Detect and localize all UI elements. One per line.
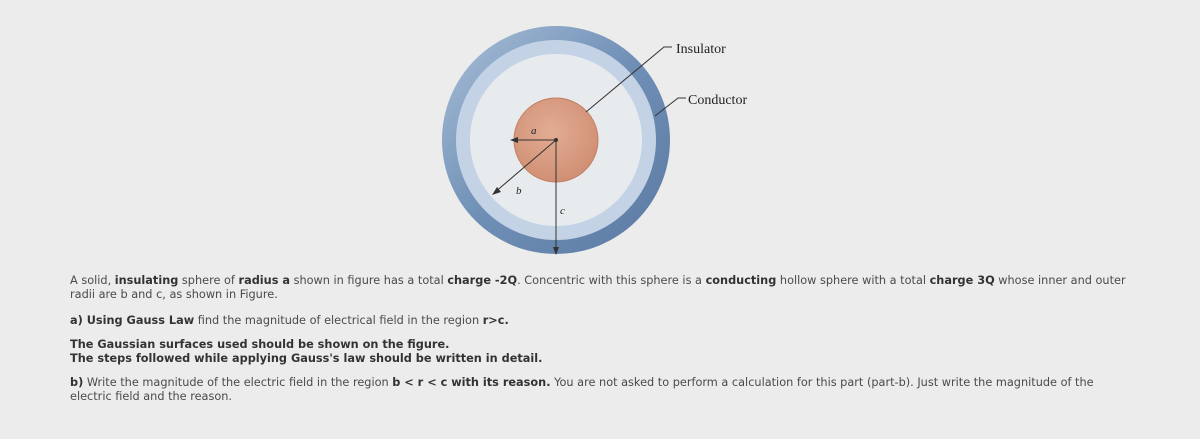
conductor-label: Conductor xyxy=(688,93,748,108)
text-run: sphere of xyxy=(178,274,239,287)
text-run: . Concentric with this sphere is a xyxy=(517,274,706,287)
bold-run: charge -2Q xyxy=(447,274,518,287)
question-a xyxy=(70,314,1130,328)
instruction-line-2: The steps followed while applying Gauss's law should be written in detail. xyxy=(70,352,543,365)
problem-statement xyxy=(70,274,1130,302)
problem-text xyxy=(70,274,1130,404)
text-run: Write the magnitude of the electric field in the region xyxy=(83,376,393,389)
insulator-label: Insulator xyxy=(676,42,726,57)
bold-run: b < r < c with its reason. xyxy=(392,376,551,389)
question-a-instructions xyxy=(70,338,1130,366)
question-b xyxy=(70,376,1130,404)
label-b: b xyxy=(516,185,522,197)
text-run: A solid, xyxy=(70,274,115,287)
bold-run: conducting xyxy=(705,274,777,287)
bold-run: insulating xyxy=(114,274,179,287)
label-a: a xyxy=(531,125,537,137)
instruction-line-1: The Gaussian surfaces used should be shown on the figure. xyxy=(70,338,450,351)
bold-run: a) Using Gauss Law xyxy=(70,314,195,327)
text-run: find the magnitude of electrical field in the region xyxy=(194,314,483,327)
label-c: c xyxy=(560,205,565,217)
text-run: shown in figure has a total xyxy=(290,274,448,287)
text-run: whose inner and outer radii are b and c, as shown in Figure. xyxy=(70,274,1126,301)
bold-run: b) xyxy=(70,376,84,389)
bold-run: charge 3Q xyxy=(929,274,995,287)
bold-run: radius a xyxy=(238,274,290,287)
text-run: hollow sphere with a total xyxy=(776,274,930,287)
bold-run: r>c. xyxy=(482,314,509,327)
text-run: You are not asked to perform a calculation for this part (part-b). Just write the magnitude of the electric field and the reason. xyxy=(70,376,1094,403)
